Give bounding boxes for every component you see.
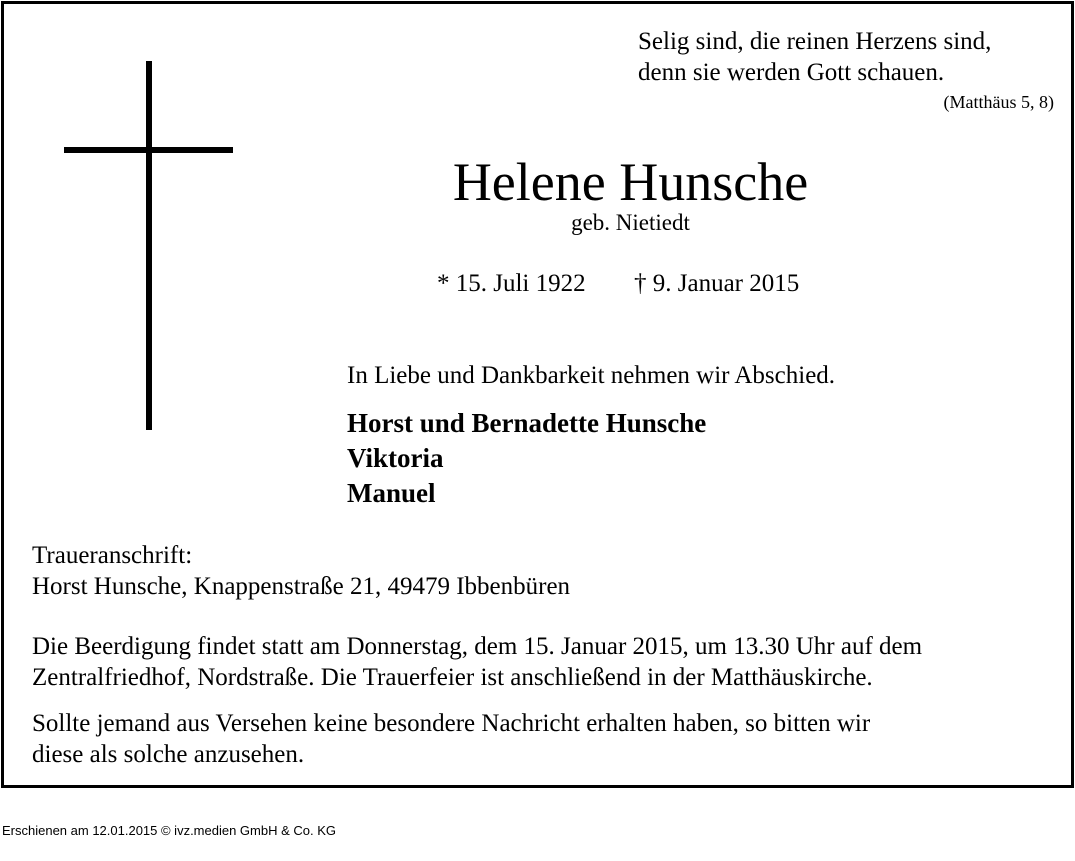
notice-text — [32, 708, 870, 770]
bible-quote-line: Selig sind, die reinen Herzens sind, — [638, 28, 992, 55]
mourner-name: Horst und Bernadette Hunsche — [347, 408, 707, 438]
maiden-name: geb. Nietiedt — [571, 210, 690, 235]
obituary-notice — [1, 1, 1074, 788]
mourner-name: Manuel — [347, 478, 436, 508]
bible-quote-reference: (Matthäus 5, 8) — [943, 92, 1054, 112]
funeral-info-line: Die Beerdigung findet statt am Donnerstag, dem 15. Januar 2015, um 13.30 Uhr auf dem — [32, 633, 923, 660]
notice-line: diese als solche anzusehen. — [32, 741, 305, 768]
birth-date: * 15. Juli 1922 — [437, 270, 586, 297]
funeral-info-line: Zentralfriedhof, Nordstraße. Die Trauerfeier ist anschließend in der Matthäuskirche. — [32, 664, 873, 691]
cross-icon — [146, 61, 152, 430]
bible-quote-line: denn sie werden Gott schauen. — [638, 59, 945, 86]
farewell-text: In Liebe und Dankbarkeit nehmen wir Abschied. — [347, 362, 836, 389]
mourner-name: Viktoria — [347, 443, 444, 473]
bible-quote — [638, 26, 991, 88]
publication-footer: Erschienen am 12.01.2015 © ivz.medien GmbH & Co. KG — [2, 823, 337, 838]
funeral-info — [32, 631, 922, 693]
mourners-list — [347, 406, 706, 511]
mourning-address — [32, 540, 570, 602]
mourning-address-label: Traueranschrift: — [32, 542, 193, 569]
death-date: † 9. Januar 2015 — [634, 270, 800, 297]
mourning-address-text: Horst Hunsche, Knappenstraße 21, 49479 Ibbenbüren — [32, 573, 571, 600]
deceased-name: Helene Hunsche — [452, 152, 809, 212]
notice-line: Sollte jemand aus Versehen keine besondere Nachricht erhalten haben, so bitten wir — [32, 710, 871, 737]
